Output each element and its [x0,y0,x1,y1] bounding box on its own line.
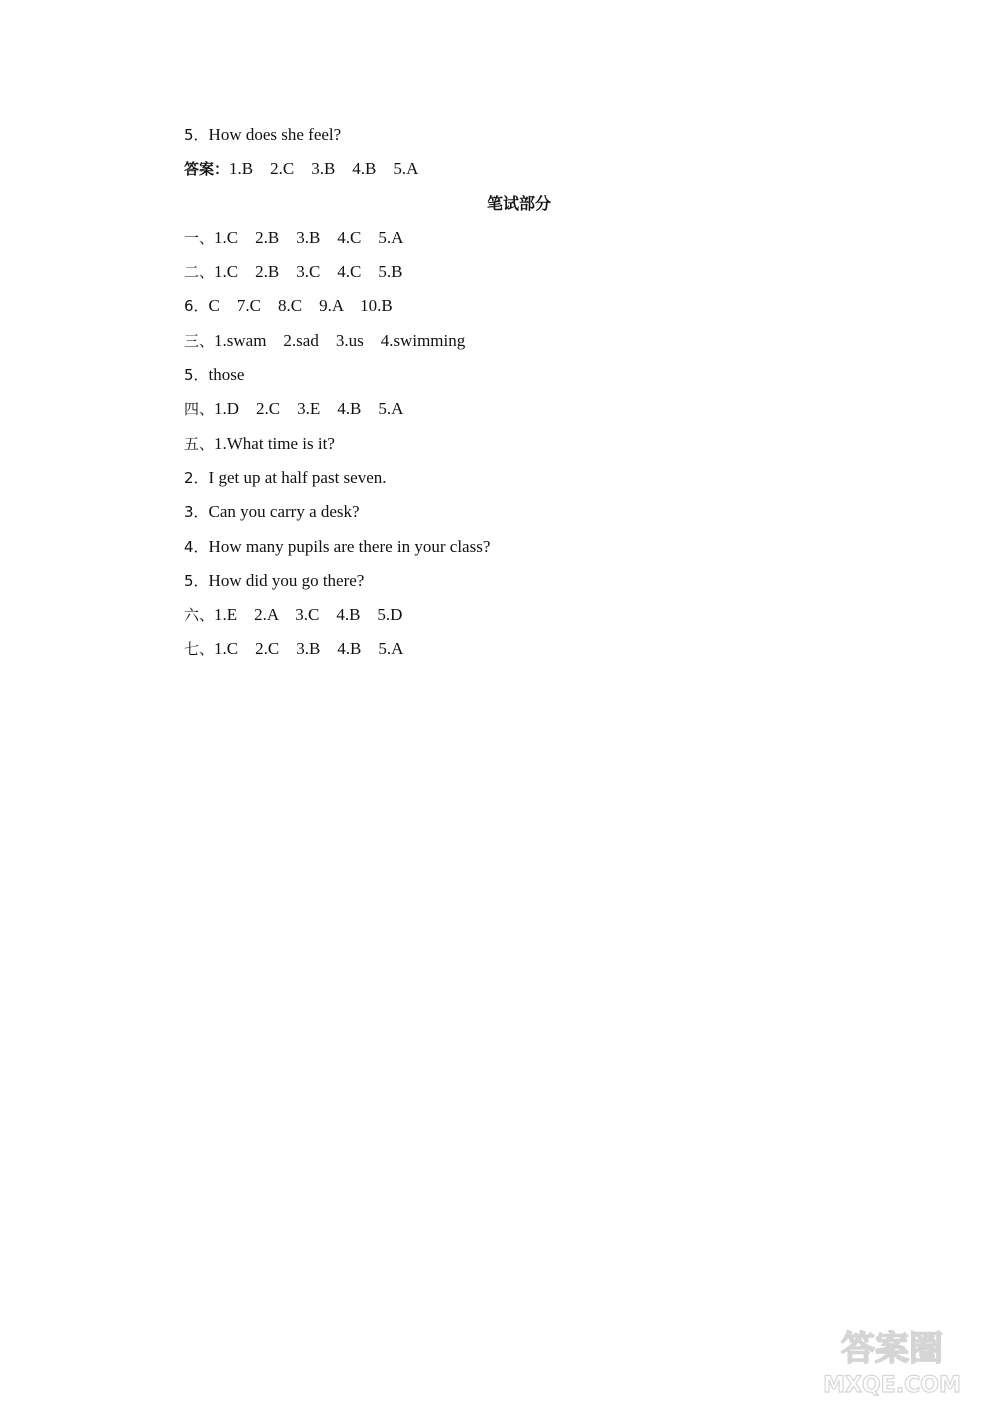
line-prefix: 4． [184,537,209,556]
line-part-5-q5 [184,564,884,598]
line-text: those [208,365,245,385]
line-text: 1.What time is it? [214,433,335,453]
line-part-3 [184,324,884,358]
line-part-5-q4 [184,530,884,564]
line-prefix: 一、 [184,228,215,247]
line-prefix: 二、 [184,263,215,282]
line-part-2 [184,255,884,289]
line-text: Can you carry a desk? [208,502,360,522]
line-text: 1.swam 2.sad 3.us 4.swimming [214,330,466,350]
watermark-logo-icon [802,1320,982,1400]
answer-lines [184,118,884,667]
line-prefix: 3． [184,503,209,522]
line-prefix: 2． [184,468,209,487]
section-title: 笔试部分 [486,193,551,213]
line-text: 1.C 2.B 3.C 4.C 5.B [214,262,403,282]
line-prefix: 五、 [184,434,215,453]
line-text: 1.D 2.C 3.E 4.B 5.A [214,399,404,419]
answers-label: 答案： [184,160,230,179]
line-prefix: 三、 [184,331,215,350]
line-text: How did you go there? [208,570,365,590]
line-prefix: 5． [184,366,209,385]
line-part-4 [184,392,884,426]
line-part-2-cont [184,289,884,323]
line-listening-answers [184,152,884,186]
line-part-5 [184,427,884,461]
watermark-logo [802,1320,982,1400]
line-part-5-q3 [184,495,884,529]
line-part-6 [184,598,884,632]
line-text: 1.C 2.C 3.B 4.B 5.A [214,639,404,659]
line-prefix: 四、 [184,400,215,419]
line-prefix: 六、 [184,606,215,625]
line-prefix: 七、 [184,640,215,659]
line-part-5-q2 [184,461,884,495]
line-text: 1.B 2.C 3.B 4.B 5.A [229,159,419,179]
line-part-3-cont [184,358,884,392]
line-part-1 [184,221,884,255]
line-text: How many pupils are there in your class? [208,536,491,556]
watermark-top-text: 答案圈 [841,1329,943,1369]
watermark-bottom-text: MXQE.COM [823,1373,961,1398]
line-listening-q5 [184,118,884,152]
line-text: 1.C 2.B 3.B 4.C 5.A [214,227,404,247]
line-prefix: 5． [184,126,209,144]
line-prefix: 6． [184,297,209,316]
line-text: I get up at half past seven. [208,467,387,487]
line-text: 1.E 2.A 3.C 4.B 5.D [214,605,403,625]
line-text: How does she feel? [208,125,342,144]
line-prefix: 5． [184,571,209,590]
line-part-7 [184,632,884,666]
line-text: C 7.C 8.C 9.A 10.B [208,296,393,316]
